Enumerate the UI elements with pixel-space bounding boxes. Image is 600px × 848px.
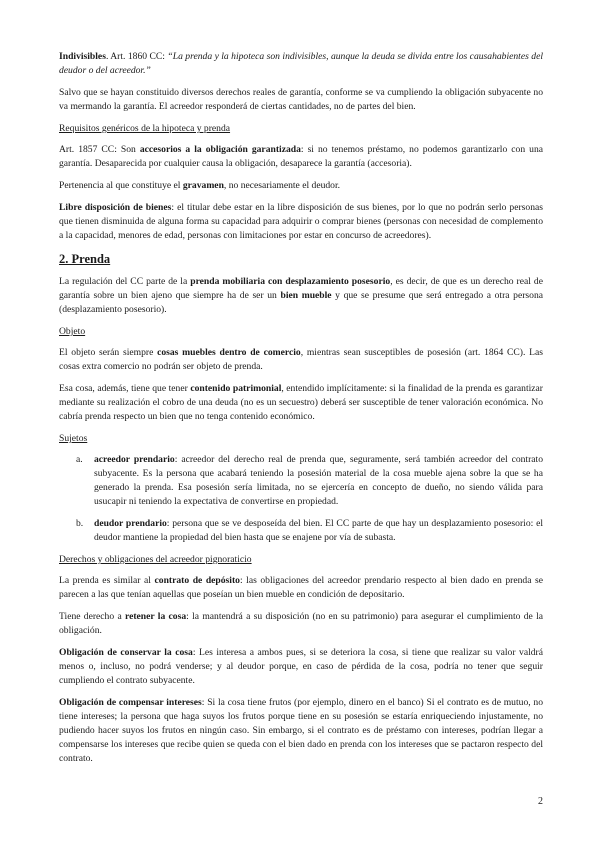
list-item-acreedor xyxy=(76,453,543,509)
term-compensar-intereses: Obligación de compensar intereses xyxy=(59,697,202,708)
list-text xyxy=(94,517,543,545)
term-gravamen: gravamen xyxy=(182,180,224,191)
text: : si no tenemos préstamo, no podemos garantizarlo con una garantía. Desaparecida por cualquier causa la obligación, desaparece la garantía (accesoria). xyxy=(59,144,543,169)
paragraph-conservar xyxy=(59,646,543,688)
text: : el titular debe estar en la libre disposición de sus bienes, por lo que no podrán serlo personas que tienen disminuida de alguna forma su capacidad para adquirir o comprar bienes (personas con necesidad de complemento a la capacidad, menores de edad, personas con limitaciones por estar en concurso de acreedores). xyxy=(59,202,543,241)
term-libre-disposicion: Libre disposición de bienes xyxy=(59,202,172,213)
paragraph-pertenencia xyxy=(59,179,543,193)
text: . Art. 1860 CC: xyxy=(105,51,168,62)
list-item-deudor xyxy=(76,517,543,545)
paragraph-objeto xyxy=(59,346,543,374)
term-bien-mueble: bien mueble xyxy=(280,290,332,301)
term-deudor-prendario: deudor prendario xyxy=(94,518,167,529)
text: : acreedor del derecho real de prenda que, seguramente, será también acreedor del contrato subyacente. Es la persona que acabará teniendo la posesión material de la cosa mueble ajena sobre la que se ha generado la prenda. Esa posesión sería limitada, no se ejercería en concepto de dueño, no siendo válida para usucapir ni teniendo la expectativa de convertirse en propiedad. xyxy=(94,454,544,507)
term-contrato-deposito: contrato de depósito xyxy=(154,575,240,586)
term-contenido-patrimonial: contenido patrimonial xyxy=(190,383,282,394)
paragraph-indivisibles xyxy=(59,50,543,78)
paragraph-retener xyxy=(59,610,543,638)
paragraph-compensar xyxy=(59,696,543,766)
text: Esa cosa, además, tiene que tener xyxy=(59,383,191,394)
quote-art-1860: “La prenda y la hipoteca son indivisibles, aunque la deuda se divida entre los causahabientes del deudor o del acreedor.” xyxy=(59,51,543,76)
text: El objeto serán siempre xyxy=(59,347,158,358)
text: y que se presume que será entregado a otra persona (desplazamiento posesorio). xyxy=(59,290,543,315)
page-number: 2 xyxy=(538,796,543,807)
term-prenda-mobiliaria: prenda mobiliaria con desplazamiento posesorio xyxy=(190,276,391,287)
text: , mientras sean susceptibles de posesión (art. 1864 CC). Las cosas extra comercio no podrán ser objeto de prenda. xyxy=(59,347,543,372)
text: Art. 1857 CC: Son xyxy=(59,144,140,155)
term-indivisibles: Indivisibles xyxy=(59,51,106,62)
heading-sujetos: Sujetos xyxy=(59,433,88,444)
term-conservar-cosa: Obligación de conservar la cosa xyxy=(59,647,193,658)
text: : Les interesa a ambos pues, si se deteriora la cosa, si tiene que realizar su valor valdrá menos o, incluso, no podrá venderse; y al deudor porque, en caso de pérdida de la cosa, podría no tener que seguir cumpliendo el contrato subyacente. xyxy=(59,647,543,686)
term-acreedor-prendario: acreedor prendario xyxy=(94,454,175,465)
term-accesorios: accesorios a la obligación garantizada xyxy=(139,144,301,155)
list-text xyxy=(94,453,543,509)
list-marker: a. xyxy=(76,454,83,465)
paragraph-salvo: Salvo que se hayan constituido diversos derechos reales de garantía, conforme se va cumpliendo la obligación subyacente no va mermando la garantía. El acreedor responderá de ciertas cantidades, no de partes del bien. xyxy=(59,87,543,112)
text: Pertenencia al que constituye el xyxy=(59,180,183,191)
heading-objeto: Objeto xyxy=(59,326,86,337)
paragraph-deposito xyxy=(59,574,543,602)
heading-requisitos: Requisitos genéricos de la hipoteca y prenda xyxy=(59,123,231,134)
text: , entendido implícitamente: si la finalidad de la prenda es garantizar mediante su realización el cobro de una deuda (no es un secuestro) deberá ser susceptible de tener valoración económica. No cabría prenda respecto un bien que no tenga contenido económico. xyxy=(59,383,543,422)
text: : las obligaciones del acreedor prendario respecto al bien dado en prenda se parecen a las que tenían aquellas que poseían un bien mueble en condición de depositario. xyxy=(59,575,543,600)
text: La prenda es similar al xyxy=(59,575,155,586)
text: , es decir, de que es un derecho real de garantía sobre un bien ajeno que siempre ha de ser un xyxy=(59,276,543,301)
text: La regulación del CC parte de la xyxy=(59,276,191,287)
paragraph-regulacion xyxy=(59,275,543,317)
list-marker: b. xyxy=(76,518,84,529)
term-cosas-muebles: cosas muebles dentro de comercio xyxy=(157,347,301,358)
text: : persona que se ve desposeída del bien. El CC parte de que hay un desplazamiento posesorio: el deudor mantiene la propiedad del bien hasta que se enajene por vía de subasta. xyxy=(94,518,543,543)
paragraph-contenido-patrimonial xyxy=(59,382,543,424)
heading-derechos: Derechos y obligaciones del acreedor pignoraticio xyxy=(59,554,252,565)
section-heading-prenda: 2. Prenda xyxy=(59,252,111,266)
text: : Si la cosa tiene frutos (por ejemplo, dinero en el banco) Si el contrato es de mutuo, no tiene intereses; la persona que haga suyos los frutos porque tiene en su posesión se estaría enriqueciendo injustamente, no pudiendo hacer suyos los frutos en ningún caso. Sin embargo, si el contrato es de préstamo con intereses, podrían llegar a compensarse los intereses que recibe quien se queda con el bien dado en prenda con los intereses que se pactaron respecto del contrato. xyxy=(59,697,543,764)
text: Tiene derecho a xyxy=(59,611,126,622)
text: : la mantendrá a su disposición (no en su patrimonio) para asegurar el cumplimiento de la obligación. xyxy=(59,611,543,636)
paragraph-art-1857 xyxy=(59,143,543,171)
text: , no necesariamente el deudor. xyxy=(223,180,341,191)
term-retener-cosa: retener la cosa xyxy=(125,611,187,622)
paragraph-libre-disposicion xyxy=(59,201,543,243)
